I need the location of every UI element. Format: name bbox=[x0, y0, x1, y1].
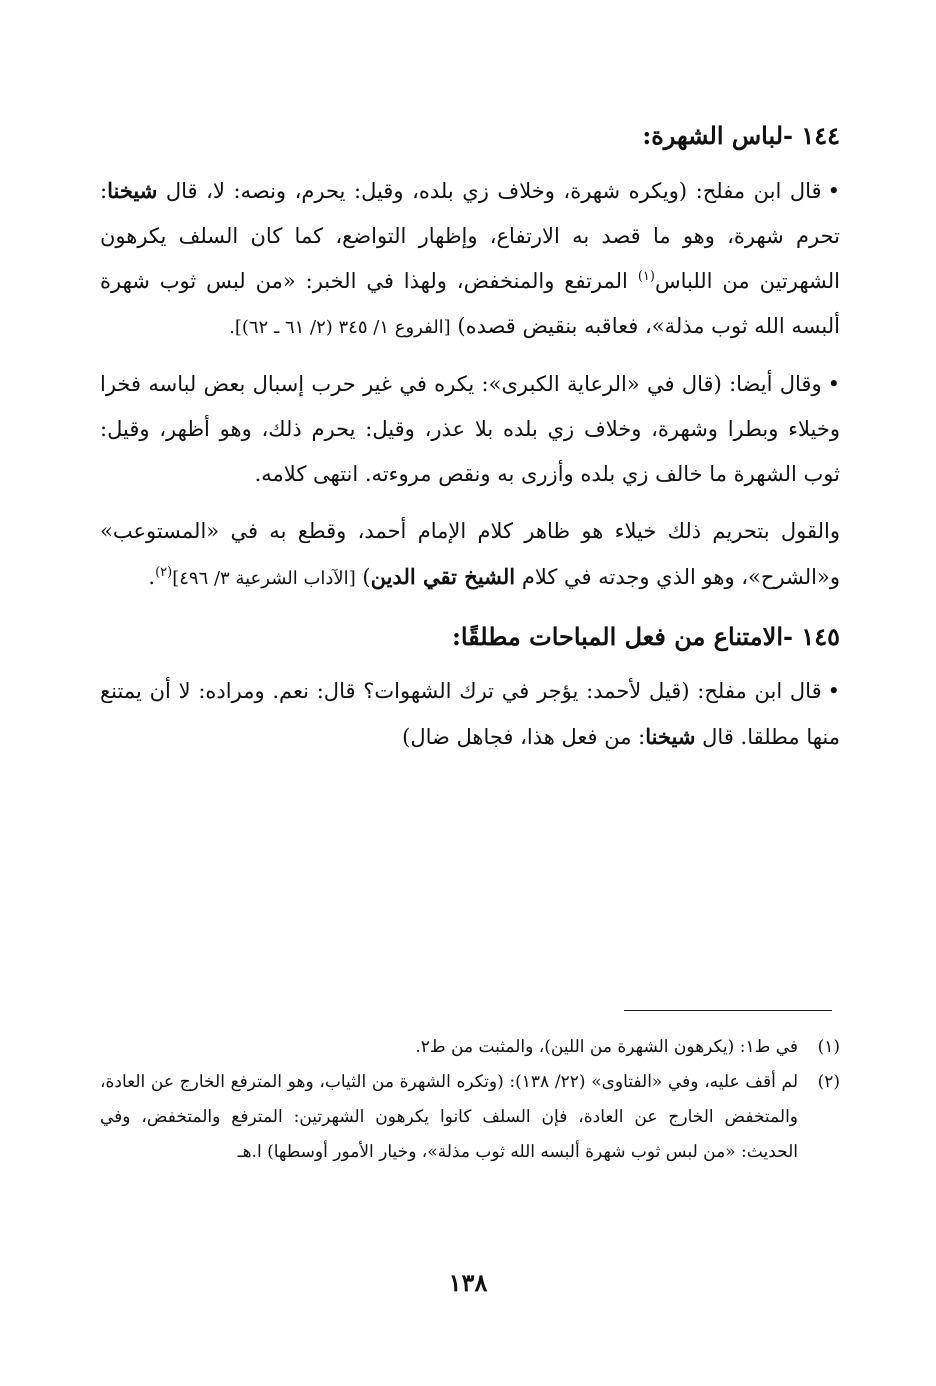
section-heading-144: ١٤٤ -لباس الشهرة: bbox=[642, 121, 840, 150]
paragraph-text: قال ابن مفلح: (ويكره شهرة، وخلاف زي بلده، وقيل: يحرم، ونصه: لا، قال bbox=[157, 179, 822, 203]
bold-term: شيخنا bbox=[107, 178, 158, 203]
bullet: • bbox=[827, 372, 840, 396]
footnote-number: (٢) bbox=[817, 1072, 840, 1092]
footnote-text: لم أقف عليه، وفي «الفتاوى» (٢٢/ ١٣٨): (وتكره الشهرة من الثياب، وهو المترفع الخارج عن العادة، والمتخفض الخارج عن العادة، فإن السلف كانوا يكرهون الشهرتين: المترفع والمتخفض، وفي الحديث: «من لبس ثوب شهرة ألبسه الله ثوب مذلة»، وخيار الأمور أوسطها) ا.هـ bbox=[100, 1072, 799, 1162]
paragraph-ibn-muflih-shuhra bbox=[100, 168, 840, 350]
source-reference: [الفروع ١/ ٣٤٥ (٢/ ٦١ ـ ٦٢)]. bbox=[229, 317, 451, 338]
paragraph-text: . bbox=[148, 565, 156, 589]
footnote-2 bbox=[100, 1065, 840, 1170]
footnote-marker-2[interactable]: (٢) bbox=[155, 565, 173, 580]
footnote-divider bbox=[624, 1010, 832, 1011]
bullet: • bbox=[827, 179, 840, 203]
paragraph-riaya-kubra bbox=[100, 362, 840, 497]
paragraph-text: : من فعل هذا، فجاهل ضال) bbox=[402, 725, 646, 749]
paragraph-text: المرتفع والمنخفض، ولهذا في الخبر: «من لبس ثوب شهرة ألبسه الله ثوب مذلة»، فعاقبه بنقيض قصده) bbox=[100, 269, 840, 338]
paragraph-text: : تحرم شهرة، وهو ما قصد به الارتفاع، وإظهار التواضع، كما كان السلف يكرهون الشهرتين من اللباس bbox=[100, 179, 840, 293]
paragraph-text: ) bbox=[355, 565, 371, 589]
bullet: • bbox=[827, 679, 840, 703]
footnote-number: (١) bbox=[817, 1037, 840, 1057]
paragraph-text: قال ابن مفلح: (قيل لأحمد: يؤجر في ترك الشهوات؟ قال: نعم. ومراده: لا أن يمتنع منها مطلقا. قال bbox=[100, 679, 840, 749]
paragraph-shahawat bbox=[100, 669, 840, 760]
bold-term: الشيخ تقي الدين bbox=[370, 564, 516, 589]
footnote-marker-1[interactable]: (١) bbox=[637, 269, 655, 284]
main-text bbox=[100, 112, 840, 772]
footnotes bbox=[100, 1030, 840, 1170]
footnote-1 bbox=[100, 1030, 840, 1065]
paragraph-text: والقول بتحريم ذلك خيلاء هو ظاهر كلام الإمام أحمد، وقطع به في «المستوعب» و«الشرح»، وهو الذي وجدته في كلام bbox=[100, 519, 840, 589]
page-number: ١٣٨ bbox=[448, 1268, 488, 1297]
bold-term: شيخنا bbox=[645, 724, 696, 749]
section-heading-145: ١٤٥ -الامتناع من فعل المباحات مطلقًا: bbox=[451, 622, 840, 651]
paragraph-text: وقال أيضا: (قال في «الرعاية الكبرى»: يكره في غير حرب إسبال بعض لباسه فخرا وخيلاء وبطرا وشهرة، وخلاف زي بلده بلا عذر، وقيل: يحرم ذلك، وهو أظهر، وقيل: ثوب الشهرة ما خالف زي بلده وأزرى به ونقص مروءته. انتهى كلامه. bbox=[100, 372, 840, 486]
source-reference: [الآداب الشرعية ٣/ ٤٩٦] bbox=[172, 568, 356, 589]
footnote-text: في ط١: (يكرهون الشهرة من اللين)، والمثبت من ط٢. bbox=[415, 1037, 798, 1057]
paragraph-tahrim-khuyala bbox=[100, 509, 840, 601]
